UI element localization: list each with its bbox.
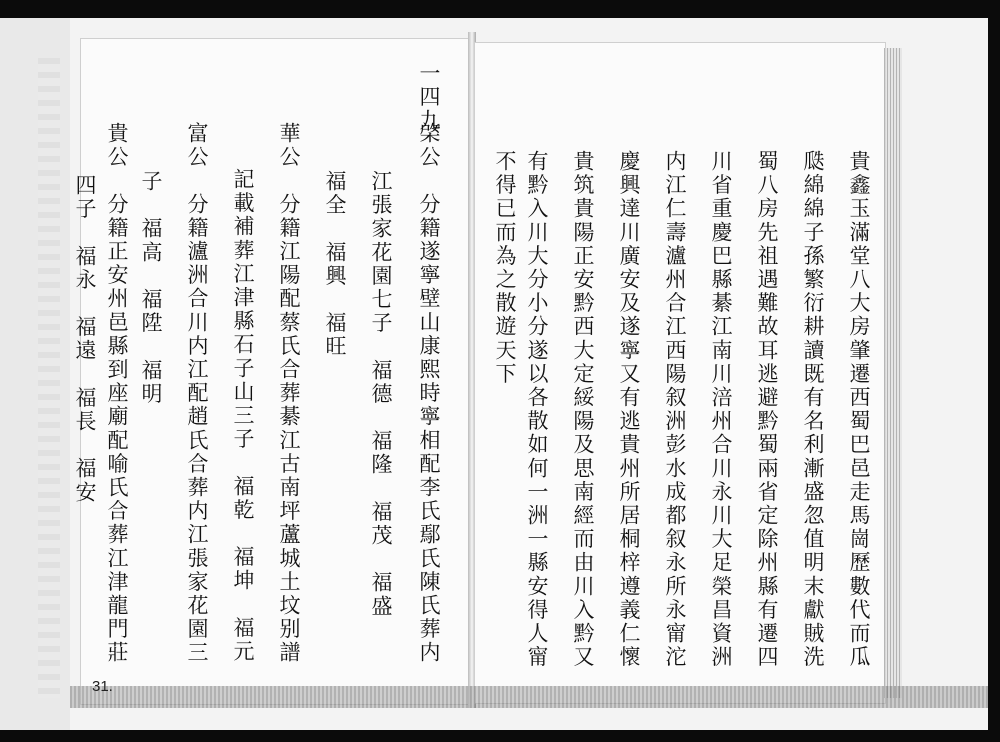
left-column-6: 富公 分籍瀘洲合川内江配趙氏合葬内江張家花園三 (185, 122, 209, 665)
right-column-4: 川省重慶巴縣綦江南川涪州合川永川大足榮昌資洲 (709, 150, 733, 670)
left-column-4: 華公 分籍江陽配蔡氏合葬綦江古南坪蘆城土坟别譜 (277, 122, 301, 665)
folio-number: 31. (92, 678, 113, 695)
previous-page-edge (0, 18, 73, 730)
left-column-7: 子 福高 福陞 福明 (139, 170, 163, 406)
page-stack-edge (884, 48, 902, 698)
left-page-number: 一四九 (417, 62, 441, 133)
left-column-1: 棨公 分籍遂寧壁山康熙時寧相配李氏鄢氏陳氏葬内 (417, 122, 441, 665)
right-column-2: 瓞綿綿子孫繁衍耕讀既有名利漸盛忽值明末獻賊洗 (801, 150, 825, 670)
right-column-9: 不得已而為之散遊天下 (493, 150, 517, 386)
right-column-5: 内江仁壽瀘州合江西陽叙洲彭水成都叙永所永甯沱 (663, 150, 687, 670)
open-book (70, 18, 988, 730)
right-column-6: 慶興達川廣安及遂寧又有逃貴州所居桐梓遵義仁懷 (617, 150, 641, 670)
left-column-9: 四子 福永 福遠 福長 福安 (73, 174, 97, 505)
page-bottom-edge (70, 686, 988, 708)
left-column-3: 福全 福興 福旺 (323, 170, 347, 359)
right-column-7: 貴筑貴陽正安黔西大定綏陽及思南經而由川入黔又 (571, 150, 595, 670)
left-column-2: 江張家花園七子 福德 福隆 福茂 福盛 (369, 170, 393, 619)
right-column-3: 蜀八房先祖遇難故耳逃避黔蜀兩省定除州縣有遷四 (755, 150, 779, 670)
left-column-8: 貴公 分籍正安州邑縣到座廟配喻氏合葬江津龍門莊 (105, 122, 129, 665)
right-column-8: 有黔入川大分小分遂以各散如何一洲一縣安得人甯 (525, 150, 549, 670)
right-column-1: 貴鑫玉滿堂八大房肇遷西蜀巴邑走馬崗歷數代而瓜 (847, 150, 871, 670)
left-column-5: 記載補葬江津縣石子山三子 福乾 福坤 福元 (231, 168, 255, 664)
